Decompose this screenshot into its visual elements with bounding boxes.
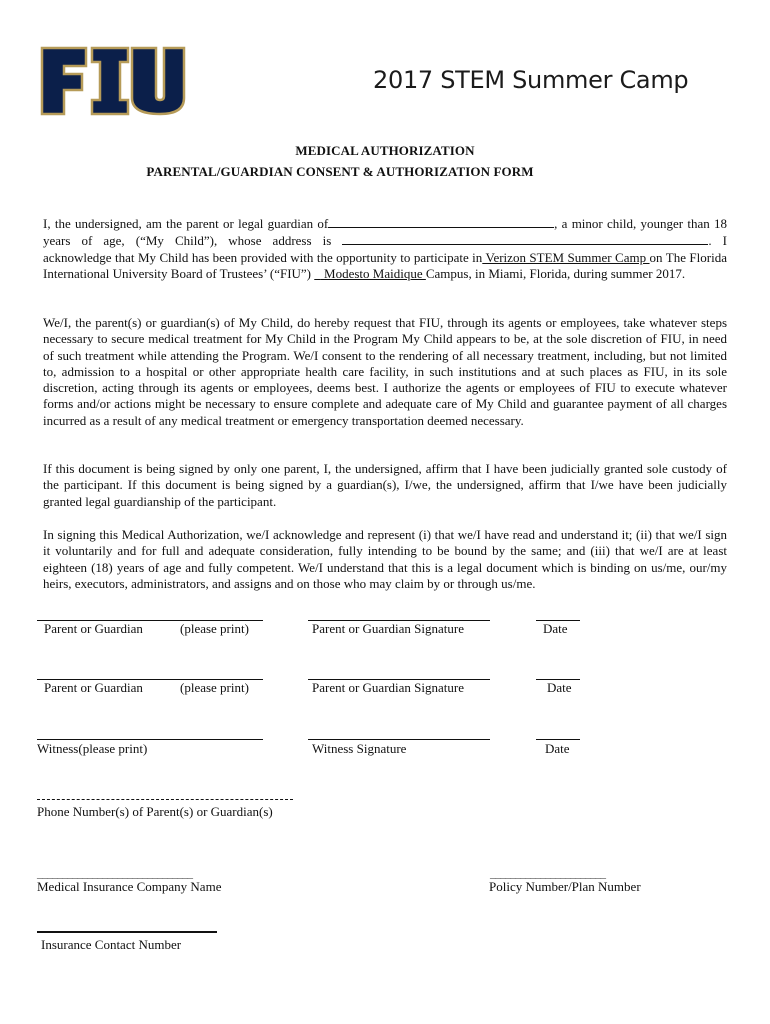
camp-title: 2017 STEM Summer Camp xyxy=(373,66,689,94)
witness-date-line[interactable] xyxy=(536,739,580,740)
acknowledgement-paragraph: In signing this Medical Authorization, we/I acknowledge and represent (i) that we/I have read and understand it; (ii) that we/I sign it voluntarily and for full and adequate consideration, fully intending to be bound by the same; and (iii) that we/I are at least eighteen (18) years of age and fully competent. We/I understand that this is a legal document which is binding on us/me, our/my heirs, executors, administrators, and assigns and on those who may claim by or through us/me. xyxy=(43,527,727,591)
treatment-paragraph: We/I, the parent(s) or guardian(s) of My Child, do hereby request that FIU, through its agents or employees, take whatever steps necessary to secure medical treatment for My Child in the Program My Child appears to be, at the sole discretion of FIU, in need of such treatment while attending the Program. We/I consent to the rendering of all necessary treatment, including, but not limited to, admission to a hospital or other appropriate health care facility, in such institutions and at such places as FIU, in its sole discretion, acting through its agents or employees, deems best. I authorize the agents or employees of FIU to execute whatever forms and/or actions might be necessary to ensure complete and adequate care of My Child and guarantee payment of all charges incurred as a result of any medical treatment or emergency transportation deemed necessary. xyxy=(43,315,727,428)
parent2-print-label: (please print) xyxy=(180,680,249,695)
phone-number-line[interactable] xyxy=(37,799,293,800)
custody-paragraph: If this document is being signed by only one parent, I, the undersigned, affirm that I have been judicially granted sole custody of the participant. If this document is being signed by a guardian(s), I/we, the undersigned, affirm that I/we have been judicially granted legal guardianship of the participant. xyxy=(43,461,727,509)
parent1-signature-label: Parent or Guardian Signature xyxy=(312,621,464,636)
intro-paragraph xyxy=(43,215,727,282)
insurance-company-line[interactable]: _______________________________ xyxy=(37,866,192,880)
fiu-logo-graphic xyxy=(40,46,186,116)
witness-signature-line[interactable] xyxy=(308,739,490,740)
intro-text-b: , a minor child, younger than 18 years of age, (“My Child”), whose address is xyxy=(43,216,727,249)
parent2-date-label: Date xyxy=(547,680,572,695)
intro-text-c: . I acknowledge that My Child has been provided with the opportunity to participate in xyxy=(43,233,728,265)
policy-number-line[interactable]: _______________________ xyxy=(490,866,605,880)
policy-number-label: Policy Number/Plan Number xyxy=(489,879,641,894)
child-name-field[interactable] xyxy=(328,215,554,228)
insurance-contact-label: Insurance Contact Number xyxy=(41,937,182,952)
intro-text-e: Campus, in Miami, Florida, during summer 2017. xyxy=(425,265,686,281)
campus-name: Modesto Maidique xyxy=(320,265,426,281)
insurance-contact-line[interactable] xyxy=(37,931,217,933)
witness-date-label: Date xyxy=(545,741,570,756)
parent1-name-label: Parent or Guardian xyxy=(44,621,143,636)
parent2-name-label: Parent or Guardian xyxy=(44,680,143,695)
insurance-company-label: Medical Insurance Company Name xyxy=(37,879,222,894)
intro-text-a: I, the undersigned, am the parent or legal guardian of xyxy=(43,216,329,231)
witness-name-line[interactable] xyxy=(37,739,263,740)
address-field[interactable] xyxy=(342,232,708,245)
parent2-signature-label: Parent or Guardian Signature xyxy=(312,680,464,695)
phone-number-label: Phone Number(s) of Parent(s) or Guardian(s) xyxy=(37,804,273,819)
parent1-print-label: (please print) xyxy=(180,621,249,636)
witness-signature-label: Witness Signature xyxy=(312,741,407,756)
form-heading-medical-authorization: MEDICAL AUTHORIZATION xyxy=(295,143,475,158)
parent1-date-label: Date xyxy=(543,621,568,636)
form-heading-consent: PARENTAL/GUARDIAN CONSENT & AUTHORIZATION FORM xyxy=(146,164,534,179)
witness-name-label: Witness(please print) xyxy=(37,741,148,756)
program-name: Verizon STEM Summer Camp xyxy=(482,249,650,265)
intro-text-d: on The Florida International University Board of Trustees’ (“FIU”) xyxy=(43,249,727,281)
fiu-logo xyxy=(40,46,186,116)
